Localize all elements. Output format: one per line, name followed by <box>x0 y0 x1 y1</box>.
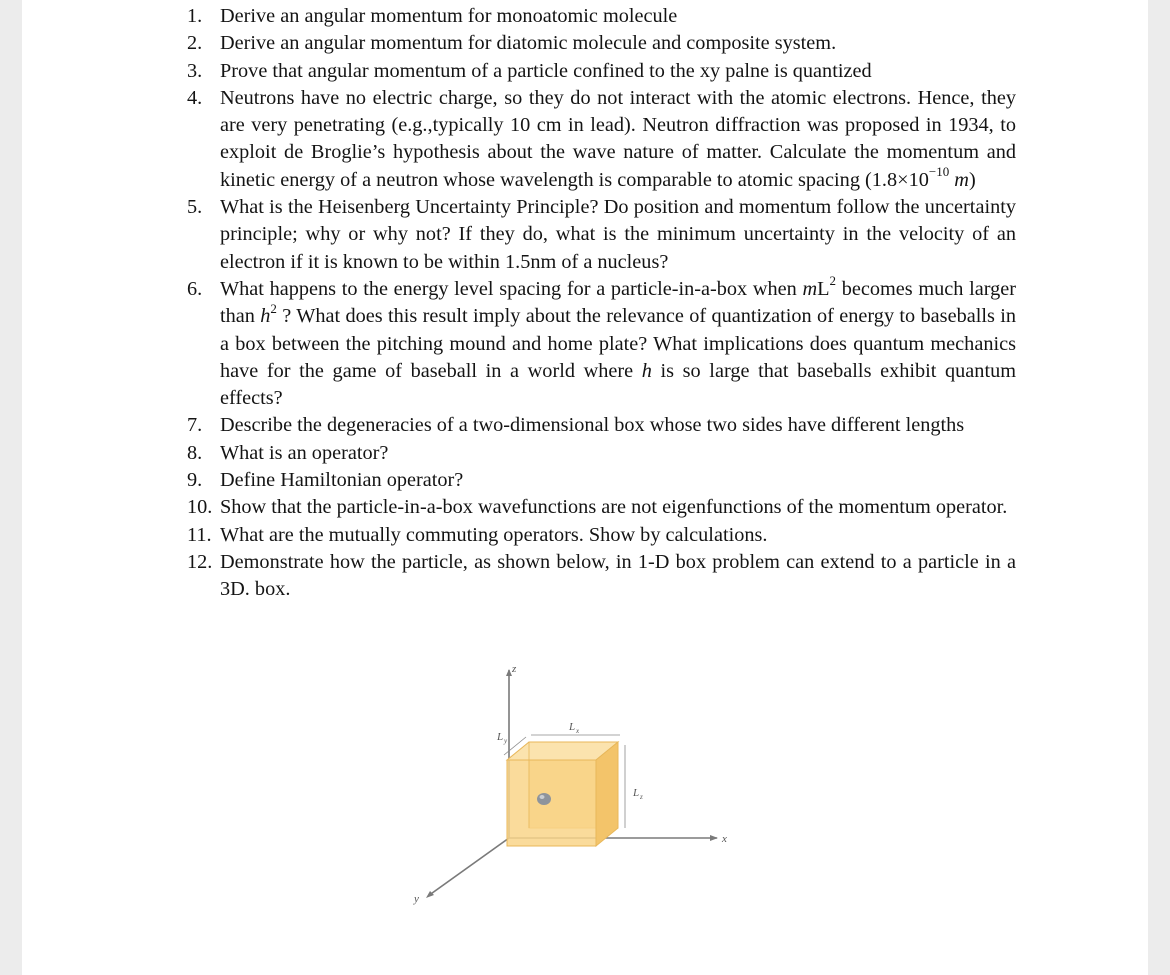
particle-highlight <box>540 795 545 799</box>
list-item <box>22 30 1148 57</box>
item-number: 2. <box>187 32 203 55</box>
y-axis <box>428 838 509 896</box>
item-number: 11. <box>187 523 212 546</box>
item-text: What is an operator? <box>220 441 389 464</box>
list-item <box>22 58 1148 85</box>
list-item <box>22 549 1148 604</box>
list-item <box>22 522 1148 549</box>
item-number: 1. <box>187 5 203 27</box>
lz-subscript: z <box>640 793 643 801</box>
box-side-face <box>596 742 618 846</box>
item-number: 10. <box>187 496 213 519</box>
x-arrow-icon <box>710 835 718 841</box>
list-item <box>22 3 1148 30</box>
particle <box>537 793 551 805</box>
lx-subscript: x <box>576 727 580 735</box>
box-figure <box>382 660 762 910</box>
item-text: Prove that angular momentum of a particle confined to the xy palne is quantized <box>220 59 872 82</box>
ly-subscript: y <box>504 737 508 745</box>
document-page <box>22 0 1148 975</box>
list-item <box>22 85 1148 194</box>
item-text: Neutrons have no electric charge, so they do not interact with the atomic electrons. Hence, they are very penetrating (e.g.,typically 10 cm in lead). Neutron diffraction was proposed in 1934, to exploit de Broglie’s hypothesis about the wave nature of matter. Calculate the momentum and kinetic energy of a neutron whose wavelength is comparable to atomic spacing ($1.8\times 10^{-10}$ m) <box>220 86 1016 191</box>
item-number: 6. <box>187 277 203 300</box>
item-text: What are the mutually commuting operators. Show by calculations. <box>220 523 768 546</box>
item-text: Derive an angular momentum for monoatomic molecule <box>220 5 678 27</box>
question-list <box>22 3 1148 604</box>
lz-label: L <box>633 787 640 799</box>
x-axis-label: x <box>722 833 727 845</box>
list-item <box>22 412 1148 439</box>
item-text: Define Hamiltonian operator? <box>220 469 464 492</box>
ly-label: L <box>497 731 504 743</box>
item-number: 5. <box>187 196 203 219</box>
list-item <box>22 494 1148 521</box>
box-front-face <box>507 760 596 846</box>
item-text: Describe the degeneracies of a two-dimensional box whose two sides have different lengths <box>220 414 965 437</box>
list-item <box>22 467 1148 494</box>
item-text: Show that the particle-in-a-box wavefunctions are not eigenfunctions of the momentum operator. <box>220 496 1008 519</box>
item-text: What is the Heisenberg Uncertainty Principle? Do position and momentum follow the uncertainty principle; why or why not? If they do, what is the minimum uncertainty in the velocity of an electron if it is known to be within 1.5nm of a nucleus? <box>220 196 1016 273</box>
item-number: 9. <box>187 469 203 492</box>
item-text: What happens to the energy level spacing for a particle-in-a-box when $mL^2$ becomes much larger than $h^2$ ? What does this result imply about the relevance of quantization of energy to baseballs in a box between the pitching mound and home plate? What implications does quantum mechanics have for the game of baseball in a world where h is so large that baseballs exhibit quantum effects? <box>220 273 1016 410</box>
item-number: 7. <box>187 414 203 437</box>
item-number: 3. <box>187 59 203 82</box>
item-text: Derive an angular momentum for diatomic molecule and composite system. <box>220 32 837 55</box>
item-number: 8. <box>187 441 203 464</box>
item-text: Demonstrate how the particle, as shown below, in 1-D box problem can extend to a particle in a 3D. box. <box>220 550 1016 601</box>
list-item <box>22 194 1148 276</box>
list-item <box>22 440 1148 467</box>
item-number: 4. <box>187 86 203 109</box>
lx-label: L <box>569 721 576 733</box>
y-axis-label: y <box>414 893 419 905</box>
list-item <box>22 273 1148 412</box>
z-axis-label: z <box>512 663 517 675</box>
item-number: 12. <box>187 550 213 573</box>
